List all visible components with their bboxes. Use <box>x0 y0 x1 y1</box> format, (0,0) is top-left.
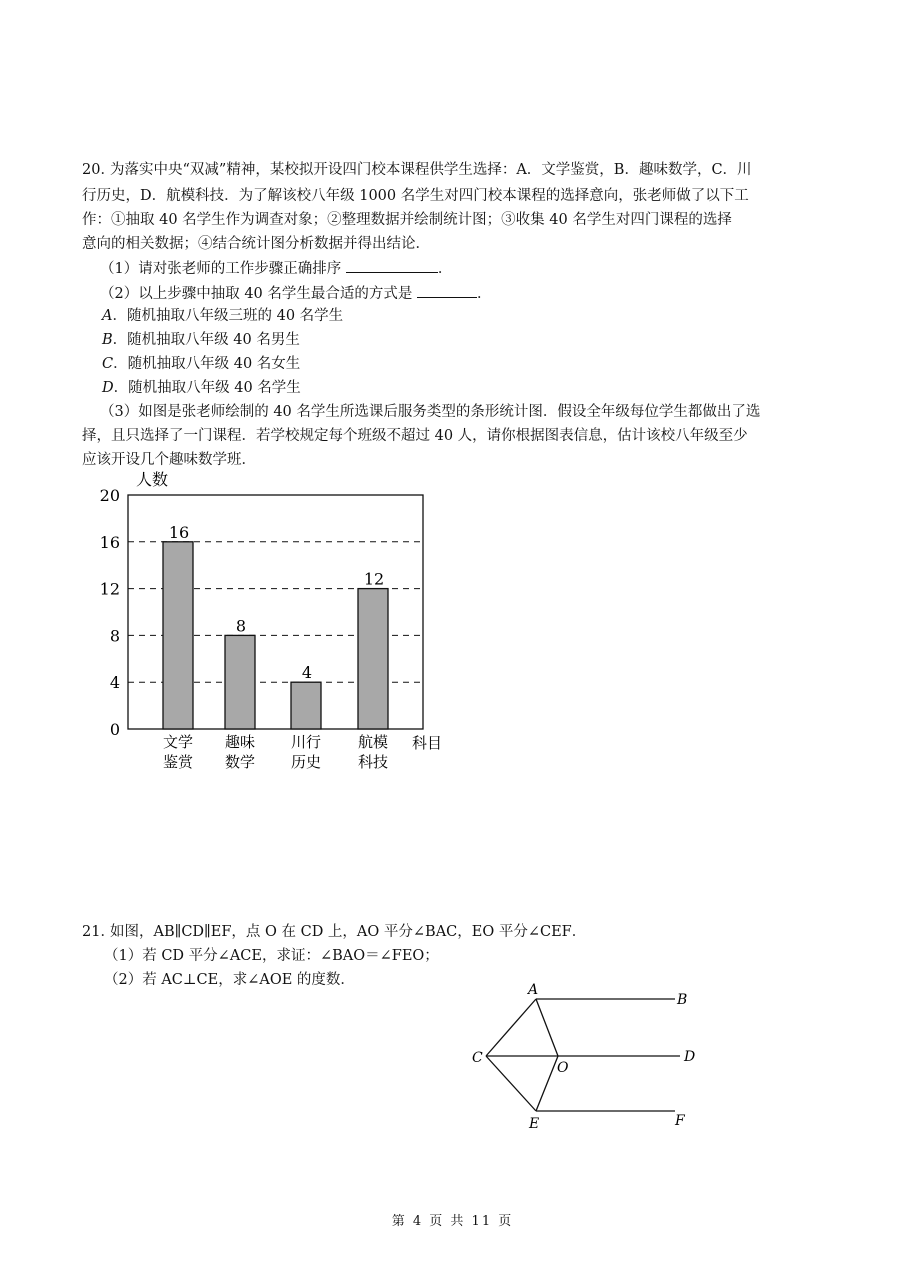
q20-part2-text: （2）以上步骤中抽取 40 名学生最合适的方式是 <box>100 286 413 302</box>
q20-part3-line3: 应该开设几个趣味数学班． <box>82 452 256 468</box>
q20-text-line3: 作：①抽取 40 名学生作为调查对象；②整理数据并绘制统计图；③收集 40 名学生对四门课程的选择 <box>82 212 732 228</box>
geometry-figure <box>0 980 905 1140</box>
q21-part1: （1）若 CD 平分∠ACE，求证：∠BAO＝∠FEO； <box>104 948 439 964</box>
label-c: C <box>472 1050 483 1066</box>
y-tick-label: 4 <box>109 673 120 693</box>
segment-ce <box>486 1056 536 1111</box>
y-tick-label: 20 <box>99 486 120 505</box>
q20-part2 <box>100 283 492 304</box>
q21-text-line1: 如图，AB∥CD∥EF，点 O 在 CD 上，AO 平分∠BAC，EO 平分∠CEF． <box>110 924 587 940</box>
q20-option-c <box>102 354 300 374</box>
option-letter: B <box>102 332 113 348</box>
option-letter: D <box>102 380 114 396</box>
q20-option-d <box>102 378 301 398</box>
x-axis-title: 科目 <box>412 734 443 752</box>
data-label: 12 <box>363 569 385 589</box>
x-tick-label: 数学 <box>224 753 256 771</box>
q20-option-b <box>102 330 300 350</box>
y-tick-label: 8 <box>109 626 120 646</box>
label-b: B <box>677 992 688 1008</box>
data-label: 4 <box>301 663 313 683</box>
option-text: ．随机抽取八年级三班的 40 名学生 <box>112 308 344 324</box>
bar <box>358 589 388 729</box>
q20-part1 <box>100 258 452 279</box>
option-letter: C <box>102 356 114 372</box>
q20-part1-answer-blank[interactable] <box>346 258 438 273</box>
q20-text-line1: 为落实中央“双减”精神，某校拟开设四门校本课程供学生选择：A．文学鉴赏，B．趣味数学，C．川 <box>110 162 752 178</box>
q20-text-line2: 行历史，D．航模科技．为了解该校八年级 1000 名学生对四门校本课程的选择意向，张老师做了以下工 <box>82 188 749 204</box>
q20-part1-end: ． <box>437 261 453 277</box>
option-text: ．随机抽取八年级 40 名学生 <box>113 380 301 396</box>
data-label: 16 <box>168 522 190 542</box>
label-o: O <box>557 1060 569 1076</box>
x-tick-label: 科技 <box>357 753 389 771</box>
y-tick-label: 12 <box>99 579 120 599</box>
q20-option-a <box>102 306 343 326</box>
page-footer: 第 4 页 共 11 页 <box>391 1214 514 1229</box>
q21-number: 21． <box>82 924 115 940</box>
segment-ca <box>486 999 536 1056</box>
y-tick-label: 0 <box>109 720 120 739</box>
q20-text-line4: 意向的相关数据；④结合统计图分析数据并得出结论． <box>82 236 430 252</box>
option-text: ．随机抽取八年级 40 名男生 <box>112 332 300 348</box>
segment-ao <box>536 999 558 1056</box>
bar <box>163 542 193 729</box>
data-label: 8 <box>235 616 247 636</box>
option-letter: A <box>102 308 113 324</box>
x-tick-label: 历史 <box>290 753 322 771</box>
bar <box>225 635 255 729</box>
y-tick-label: 16 <box>99 532 120 552</box>
label-f: F <box>675 1113 685 1129</box>
label-a: A <box>528 982 539 998</box>
y-axis-title: 人数 <box>136 470 169 489</box>
q20-part3-line1: （3）如图是张老师绘制的 40 名学生所选课后服务类型的条形统计图．假设全年级每位学生都做出了选 <box>100 404 761 420</box>
q20-part2-answer-blank[interactable] <box>417 283 477 298</box>
x-tick-label: 趣味 <box>224 733 256 751</box>
label-e: E <box>529 1116 540 1132</box>
q20-part1-text: （1）请对张老师的工作步骤正确排序 <box>100 261 342 277</box>
segment-eo <box>536 1056 558 1111</box>
option-text: ．随机抽取八年级 40 名女生 <box>113 356 301 372</box>
label-d: D <box>684 1049 696 1065</box>
q20-part2-end: ． <box>477 286 492 302</box>
bar <box>291 682 321 729</box>
x-tick-label: 川行 <box>290 733 322 751</box>
x-tick-label: 航模 <box>357 733 389 751</box>
q21-part2: （2）若 AC⊥CE，求∠AOE 的度数． <box>104 972 355 988</box>
q20-part3-line2: 择，且只选择了一门课程．若学校规定每个班级不超过 40 人，请你根据图表信息，估计该校八年级至少 <box>82 428 748 444</box>
x-tick-label: 文学 <box>162 733 194 751</box>
q20-number: 20． <box>82 162 115 178</box>
x-tick-label: 鉴赏 <box>162 753 194 771</box>
bar-chart <box>0 465 905 785</box>
